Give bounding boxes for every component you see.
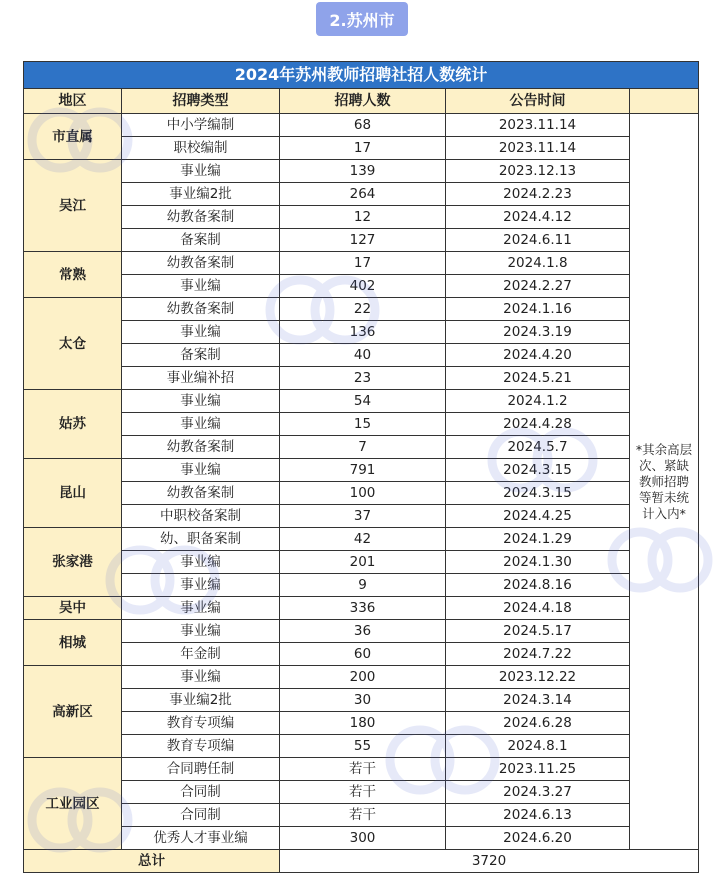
count-cell: 15 bbox=[280, 413, 446, 436]
total-label: 总计 bbox=[24, 850, 280, 873]
type-cell: 幼教备案制 bbox=[122, 482, 280, 505]
type-cell: 备案制 bbox=[122, 344, 280, 367]
date-cell: 2024.4.12 bbox=[446, 206, 630, 229]
type-cell: 事业编 bbox=[122, 620, 280, 643]
count-cell: 若干 bbox=[280, 804, 446, 827]
type-cell: 教育专项编 bbox=[122, 735, 280, 758]
count-cell: 180 bbox=[280, 712, 446, 735]
date-cell: 2024.6.13 bbox=[446, 804, 630, 827]
date-cell: 2024.3.15 bbox=[446, 482, 630, 505]
count-cell: 9 bbox=[280, 574, 446, 597]
date-cell: 2024.1.16 bbox=[446, 298, 630, 321]
date-cell: 2024.2.27 bbox=[446, 275, 630, 298]
date-cell: 2023.11.25 bbox=[446, 758, 630, 781]
date-cell: 2024.4.18 bbox=[446, 597, 630, 620]
count-cell: 40 bbox=[280, 344, 446, 367]
table-row bbox=[24, 436, 699, 459]
count-cell: 264 bbox=[280, 183, 446, 206]
date-cell: 2024.8.1 bbox=[446, 735, 630, 758]
date-cell: 2024.4.28 bbox=[446, 413, 630, 436]
date-cell: 2024.3.27 bbox=[446, 781, 630, 804]
date-cell: 2024.5.7 bbox=[446, 436, 630, 459]
count-cell: 336 bbox=[280, 597, 446, 620]
count-cell: 若干 bbox=[280, 758, 446, 781]
table-row bbox=[24, 551, 699, 574]
table-row bbox=[24, 298, 699, 321]
type-cell: 事业编 bbox=[122, 551, 280, 574]
type-cell: 合同制 bbox=[122, 781, 280, 804]
header-count: 招聘人数 bbox=[280, 89, 446, 114]
type-cell: 中职校备案制 bbox=[122, 505, 280, 528]
region-cell: 吴江 bbox=[24, 160, 122, 252]
count-cell: 100 bbox=[280, 482, 446, 505]
count-cell: 7 bbox=[280, 436, 446, 459]
date-cell: 2024.3.19 bbox=[446, 321, 630, 344]
recruitment-table bbox=[23, 61, 699, 873]
table-row bbox=[24, 574, 699, 597]
type-cell: 事业编 bbox=[122, 390, 280, 413]
count-cell: 55 bbox=[280, 735, 446, 758]
table-row bbox=[24, 505, 699, 528]
type-cell: 事业编 bbox=[122, 321, 280, 344]
date-cell: 2024.6.28 bbox=[446, 712, 630, 735]
total-value: 3720 bbox=[280, 850, 699, 873]
date-cell: 2024.8.16 bbox=[446, 574, 630, 597]
type-cell: 事业编补招 bbox=[122, 367, 280, 390]
count-cell: 36 bbox=[280, 620, 446, 643]
type-cell: 事业编 bbox=[122, 574, 280, 597]
date-cell: 2023.11.14 bbox=[446, 137, 630, 160]
table-row bbox=[24, 666, 699, 689]
table-row bbox=[24, 367, 699, 390]
table-row bbox=[24, 229, 699, 252]
table-row bbox=[24, 689, 699, 712]
table-row bbox=[24, 137, 699, 160]
table-row bbox=[24, 160, 699, 183]
table-row bbox=[24, 275, 699, 298]
date-cell: 2024.6.20 bbox=[446, 827, 630, 850]
count-cell: 12 bbox=[280, 206, 446, 229]
table-row bbox=[24, 482, 699, 505]
count-cell: 37 bbox=[280, 505, 446, 528]
date-cell: 2023.12.13 bbox=[446, 160, 630, 183]
recruitment-table-container bbox=[23, 61, 698, 873]
count-cell: 22 bbox=[280, 298, 446, 321]
type-cell: 幼教备案制 bbox=[122, 298, 280, 321]
table-row bbox=[24, 183, 699, 206]
table-row bbox=[24, 758, 699, 781]
type-cell: 优秀人才事业编 bbox=[122, 827, 280, 850]
table-row bbox=[24, 528, 699, 551]
type-cell: 事业编 bbox=[122, 160, 280, 183]
type-cell: 事业编2批 bbox=[122, 183, 280, 206]
date-cell: 2024.1.8 bbox=[446, 252, 630, 275]
date-cell: 2024.3.14 bbox=[446, 689, 630, 712]
note-cell: *其余高层次、紧缺教师招聘等暂未统计入内* bbox=[630, 114, 699, 850]
type-cell: 事业编2批 bbox=[122, 689, 280, 712]
type-cell: 合同聘任制 bbox=[122, 758, 280, 781]
table-title: 2024年苏州教师招聘社招人数统计 bbox=[24, 62, 699, 89]
header-row bbox=[24, 89, 699, 114]
table-row bbox=[24, 114, 699, 137]
header-date: 公告时间 bbox=[446, 89, 630, 114]
table-row bbox=[24, 206, 699, 229]
type-cell: 幼教备案制 bbox=[122, 436, 280, 459]
type-cell: 职校编制 bbox=[122, 137, 280, 160]
date-cell: 2024.5.21 bbox=[446, 367, 630, 390]
date-cell: 2024.7.22 bbox=[446, 643, 630, 666]
count-cell: 17 bbox=[280, 252, 446, 275]
table-row bbox=[24, 344, 699, 367]
count-cell: 23 bbox=[280, 367, 446, 390]
type-cell: 事业编 bbox=[122, 459, 280, 482]
type-cell: 事业编 bbox=[122, 666, 280, 689]
count-cell: 42 bbox=[280, 528, 446, 551]
table-row bbox=[24, 620, 699, 643]
date-cell: 2024.5.17 bbox=[446, 620, 630, 643]
type-cell: 幼教备案制 bbox=[122, 252, 280, 275]
table-row bbox=[24, 390, 699, 413]
type-cell: 事业编 bbox=[122, 413, 280, 436]
type-cell: 事业编 bbox=[122, 275, 280, 298]
date-cell: 2024.1.2 bbox=[446, 390, 630, 413]
count-cell: 136 bbox=[280, 321, 446, 344]
table-row bbox=[24, 712, 699, 735]
date-cell: 2023.12.22 bbox=[446, 666, 630, 689]
count-cell: 54 bbox=[280, 390, 446, 413]
region-cell: 姑苏 bbox=[24, 390, 122, 459]
header-type: 招聘类型 bbox=[122, 89, 280, 114]
type-cell: 合同制 bbox=[122, 804, 280, 827]
region-cell: 高新区 bbox=[24, 666, 122, 758]
date-cell: 2024.2.23 bbox=[446, 183, 630, 206]
count-cell: 791 bbox=[280, 459, 446, 482]
table-row bbox=[24, 827, 699, 850]
header-region: 地区 bbox=[24, 89, 122, 114]
date-cell: 2024.1.30 bbox=[446, 551, 630, 574]
date-cell: 2024.4.25 bbox=[446, 505, 630, 528]
date-cell: 2024.4.20 bbox=[446, 344, 630, 367]
count-cell: 60 bbox=[280, 643, 446, 666]
region-cell: 相城 bbox=[24, 620, 122, 666]
table-row bbox=[24, 459, 699, 482]
table-row bbox=[24, 643, 699, 666]
count-cell: 68 bbox=[280, 114, 446, 137]
section-badge: 2.苏州市 bbox=[316, 2, 408, 36]
count-cell: 127 bbox=[280, 229, 446, 252]
count-cell: 139 bbox=[280, 160, 446, 183]
title-row bbox=[24, 62, 699, 89]
region-cell: 工业园区 bbox=[24, 758, 122, 850]
region-cell: 吴中 bbox=[24, 597, 122, 620]
date-cell: 2024.6.11 bbox=[446, 229, 630, 252]
date-cell: 2023.11.14 bbox=[446, 114, 630, 137]
date-cell: 2024.3.15 bbox=[446, 459, 630, 482]
count-cell: 17 bbox=[280, 137, 446, 160]
count-cell: 若干 bbox=[280, 781, 446, 804]
region-cell: 昆山 bbox=[24, 459, 122, 528]
type-cell: 幼、职备案制 bbox=[122, 528, 280, 551]
region-cell: 常熟 bbox=[24, 252, 122, 298]
count-cell: 201 bbox=[280, 551, 446, 574]
count-cell: 200 bbox=[280, 666, 446, 689]
table-row bbox=[24, 413, 699, 436]
type-cell: 年金制 bbox=[122, 643, 280, 666]
table-row bbox=[24, 781, 699, 804]
table-body bbox=[24, 62, 699, 873]
count-cell: 30 bbox=[280, 689, 446, 712]
table-row bbox=[24, 252, 699, 275]
type-cell: 中小学编制 bbox=[122, 114, 280, 137]
region-cell: 张家港 bbox=[24, 528, 122, 597]
table-row bbox=[24, 321, 699, 344]
type-cell: 教育专项编 bbox=[122, 712, 280, 735]
type-cell: 备案制 bbox=[122, 229, 280, 252]
region-cell: 太仓 bbox=[24, 298, 122, 390]
count-cell: 402 bbox=[280, 275, 446, 298]
region-cell: 市直属 bbox=[24, 114, 122, 160]
type-cell: 幼教备案制 bbox=[122, 206, 280, 229]
total-row bbox=[24, 850, 699, 873]
date-cell: 2024.1.29 bbox=[446, 528, 630, 551]
count-cell: 300 bbox=[280, 827, 446, 850]
header-blank bbox=[630, 89, 699, 114]
table-row bbox=[24, 735, 699, 758]
table-row bbox=[24, 597, 699, 620]
table-row bbox=[24, 804, 699, 827]
type-cell: 事业编 bbox=[122, 597, 280, 620]
